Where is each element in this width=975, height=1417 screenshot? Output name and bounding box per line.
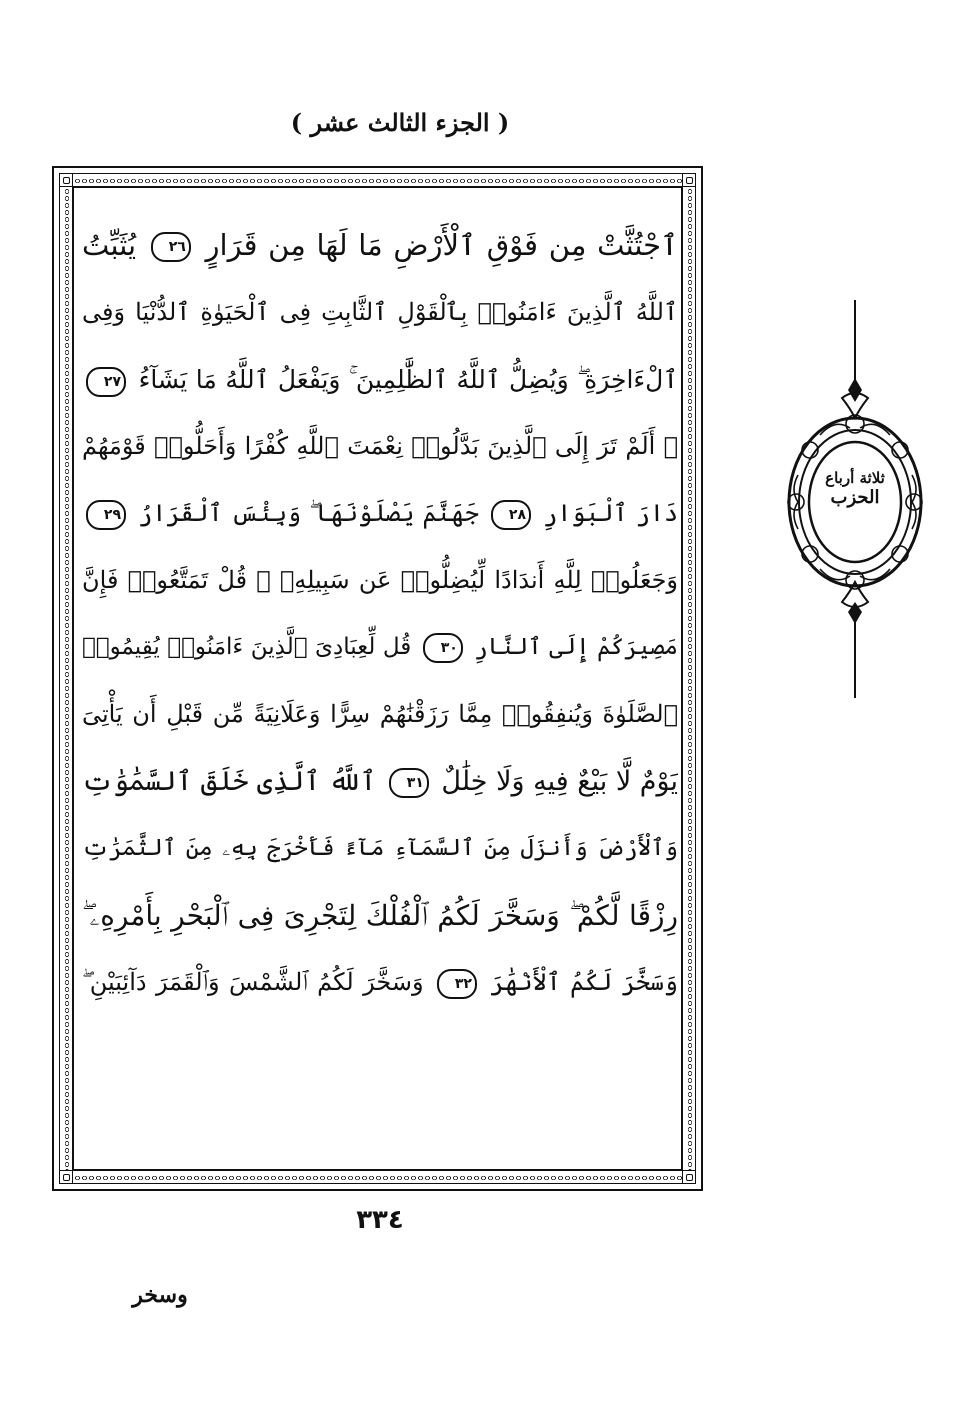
text-line xyxy=(82,547,678,614)
text-line xyxy=(82,346,678,413)
verse-text: ٱللَّهُ ٱلَّذِينَ ءَامَنُوا۟ بِٱلْقَوْلِ ٱلثَّابِتِ فِى ٱلْحَيَوٰةِ ٱلدُّنْيَا وَفِى xyxy=(82,298,678,326)
catchword: وسخر xyxy=(132,1282,188,1308)
verse-text: قُل لِّعِبَادِىَ ٱلَّذِينَ ءَامَنُوا۟ يُقِيمُوا۟ xyxy=(82,634,412,660)
verse-text: وَجَعَلُوا۟ لِلَّهِ أَندَادًا لِّيُضِلُّوا۟ عَن سَبِيلِهِۦ ۗ قُلْ تَمَتَّعُوا۟ فَإِنَّ xyxy=(82,566,678,594)
text-line xyxy=(82,614,678,681)
text-line xyxy=(82,212,678,279)
verse-text: ۞ أَلَمْ تَرَ إِلَى ٱلَّذِينَ بَدَّلُوا۟ نِعْمَتَ ٱللَّهِ كُفْرًا وَأَحَلُّوا۟ قَوْمَهُمْ xyxy=(82,432,678,460)
hizb-label-line2: الحزب xyxy=(830,487,880,508)
text-line xyxy=(82,681,678,748)
frame-chain-top xyxy=(59,173,696,187)
ayah-number-marker: ٢٨ xyxy=(491,500,531,530)
quran-text-body xyxy=(82,212,678,1152)
juz-header: ( الجزء الثالث عشر ) xyxy=(290,108,510,137)
frame-chain-bottom xyxy=(59,1170,696,1184)
ayah-number-marker: ٣٢ xyxy=(437,969,477,999)
page-number: ٣٣٤ xyxy=(356,1205,404,1235)
frame-corner-bottom-right xyxy=(682,1170,696,1184)
text-line xyxy=(82,748,678,815)
hizb-label-line1: ثلاثة أرباع xyxy=(825,469,885,487)
ayah-number-marker: ٢٦ xyxy=(151,232,191,262)
text-line xyxy=(82,413,678,480)
verse-text: مَصِيرَكُمْ إِلَى ٱلنَّارِ xyxy=(474,634,678,660)
frame-corner-bottom-left xyxy=(59,1170,73,1184)
frame-chain-right xyxy=(682,173,696,1184)
ayah-number-marker: ٢٩ xyxy=(86,500,126,530)
verse-text: وَٱلْأَرْضَ وَأَنزَلَ مِنَ ٱلسَّمَآءِ مَآءً فَأَخْرَجَ بِهِۦ مِنَ ٱلثَّمَرَٰتِ xyxy=(82,835,678,861)
ayah-number-marker: ٣٠ xyxy=(423,633,463,663)
verse-text: ٱجْتُثَّتْ مِن فَوْقِ ٱلْأَرْضِ مَا لَهَا مِن قَرَارٍ xyxy=(205,228,678,262)
frame-chain-left xyxy=(59,173,73,1184)
verse-text: وَسَخَّرَ لَكُمُ ٱلْأَنْهَٰرَ xyxy=(490,968,678,996)
verse-text: رِزْقًا لَّكُمْ ۖ وَسَخَّرَ لَكُمُ ٱلْفُلْكَ لِتَجْرِىَ فِى ٱلْبَحْرِ بِأَمْرِهِۦ ۖ xyxy=(82,899,678,932)
verse-text: ٱلْءَاخِرَةِ ۖ وَيُضِلُّ ٱللَّهُ ٱلظَّٰلِمِينَ ۚ وَيَفْعَلُ ٱللَّهُ مَا يَشَآءُ xyxy=(138,365,678,394)
hizb-label xyxy=(815,468,895,508)
text-line xyxy=(82,480,678,547)
ayah-number-marker: ٣١ xyxy=(389,768,429,798)
frame-corner-top-left xyxy=(59,173,73,187)
text-line xyxy=(82,882,678,949)
hizb-marker-ornament xyxy=(780,290,930,700)
verse-text: دَارَ ٱلْبَوَارِ xyxy=(543,499,678,527)
verse-text: وَسَخَّرَ لَكُمُ ٱلشَّمْسَ وَٱلْقَمَرَ دَآئِبَيْنِ ۖ xyxy=(82,968,424,996)
text-line xyxy=(82,815,678,882)
ayah-number-marker: ٢٧ xyxy=(86,367,126,397)
verse-text: ٱللَّهُ ٱلَّذِى خَلَقَ ٱلسَّمَٰوَٰتِ xyxy=(82,766,377,797)
text-line xyxy=(82,279,678,346)
verse-text: جَهَنَّمَ يَصْلَوْنَهَا ۖ وَبِئْسَ ٱلْقَرَارُ xyxy=(138,499,479,527)
verse-text: يُثَبِّتُ xyxy=(82,228,137,262)
text-line xyxy=(82,949,678,1016)
verse-text: ٱلصَّلَوٰةَ وَيُنفِقُوا۟ مِمَّا رَزَقْنَٰهُمْ سِرًّا وَعَلَانِيَةً مِّن قَبْلِ أَن يَأْتِىَ xyxy=(82,700,678,728)
verse-text: يَوْمٌ لَّا بَيْعٌ فِيهِ وَلَا خِلَٰلٌ xyxy=(441,766,678,797)
frame-corner-top-right xyxy=(682,173,696,187)
